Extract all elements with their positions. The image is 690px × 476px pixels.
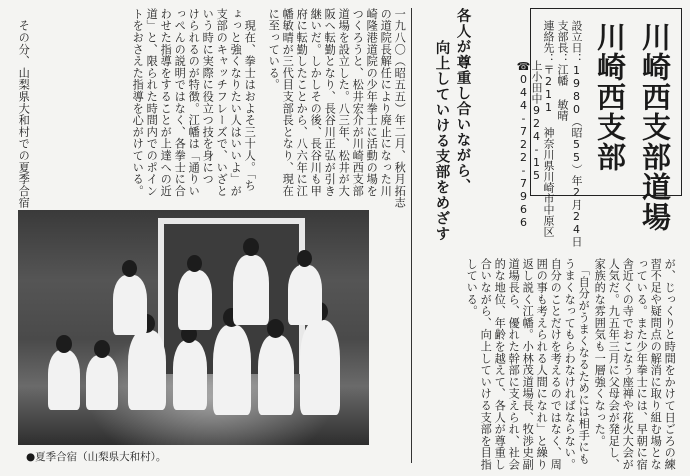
contact-address: 連絡先：〒211 神奈川県川崎市中原区 <box>542 20 555 237</box>
body-column: 習不足や疑問点の解消に取り組む場とな <box>649 258 663 471</box>
body-column: その分、山梨県大和村での夏季合宿 <box>17 8 31 209</box>
student-head <box>122 260 137 277</box>
group-photo <box>18 210 369 445</box>
body-column: 道場を設立した。八三年、松井が大 <box>337 8 351 197</box>
student-head <box>187 255 202 272</box>
body-column: 家族的な雰囲気も一層強くなった。 <box>593 258 607 447</box>
body-column: 道」と、限られた時間内でのポイン <box>145 8 159 197</box>
student-figure <box>86 355 118 410</box>
body-column: 的な地位、年齢を越えて、各人が尊重し <box>493 258 507 471</box>
student-figure <box>113 275 147 335</box>
body-column: トをおさえた指導を心がけている。 <box>131 8 145 197</box>
body-column: うまくなってもらわなければならない。 <box>563 258 577 471</box>
student-head <box>297 250 312 267</box>
branch-title: 川崎西支部道場 <box>638 22 672 232</box>
column-divider <box>411 8 412 463</box>
student-figure <box>288 265 322 325</box>
phone-number: ☎044-722-7966 <box>517 60 530 229</box>
body-column: 幡敏晴が三代目支部長となり、現在 <box>281 8 295 197</box>
student-head <box>243 238 259 256</box>
student-figure <box>258 335 294 415</box>
established-date: 設立日：1980（昭55）年2月24日 <box>570 20 583 247</box>
subtitle-line2: 向上していける支部をめざす <box>433 40 450 242</box>
body-column: 阪へ転勤となり、長谷川正弘が引き <box>323 8 337 197</box>
student-figure <box>300 320 340 415</box>
body-column: 舎近くの寺でおこなう座禅や花火大会が <box>621 258 635 471</box>
body-column: っぺんの説明ではなく、各拳士に合 <box>173 8 187 197</box>
student-figure <box>178 270 212 330</box>
body-column: 返し説く江幡。小林茂道場長、牧渉史副 <box>521 258 535 471</box>
body-column: 継いだ。しかしその後、長谷川も甲 <box>309 8 323 197</box>
body-column: いう時に実際に役立つ技を身につ <box>201 8 215 185</box>
body-column: っている。また少年拳士には、早朝に宿 <box>635 258 649 471</box>
body-column: 道場長ら、優れた幹部に支えられ、社会 <box>507 258 521 471</box>
student-figure <box>213 325 251 415</box>
body-column: の道院長解任により廃止になった川 <box>379 8 393 197</box>
body-column: 現在、拳士はおよそ三十人。「ち <box>243 8 257 192</box>
body-column: 合いながら、向上していける支部を目指 <box>479 258 493 471</box>
body-column: わせた指導をすることが上達への近 <box>159 8 173 197</box>
body-column: ょっと強くなりたい人はいいよ」が <box>229 8 243 197</box>
body-column: 崎隆港道院の少年拳士に活動の場を <box>365 8 379 197</box>
student-head <box>267 319 284 338</box>
body-column: 府に転勤したことから、八六年に江 <box>295 8 309 197</box>
student-head <box>94 340 110 358</box>
student-figure <box>233 255 269 325</box>
body-column: 一九八〇（昭五五）年二月、秋月拓志 <box>393 8 407 209</box>
body-column: 囲の事も考えられる人間になれ」と繰り <box>535 258 549 471</box>
photo-caption: ●夏季合宿（山梨県大和村）。 <box>26 451 167 463</box>
contact-address-2: 上小田中924-15 <box>530 60 543 182</box>
body-column: が、じっくりと時間をかけて日ごろの練 <box>663 258 677 471</box>
branch-title-secondary: 川崎西支部 <box>593 22 627 172</box>
body-column: 人気だ。九五年三月に父母会が発足し、 <box>607 258 621 471</box>
body-column: している。 <box>465 258 479 317</box>
student-figure <box>48 350 80 410</box>
body-column: つくろうと、松井宏介が川崎西支部 <box>351 8 365 197</box>
body-column: 自分のことだけを考えるのではなく、周 <box>549 258 563 471</box>
student-figure <box>173 340 207 410</box>
body-column: けられるのが特徴。江幡は「通りい <box>187 8 201 197</box>
student-figure <box>128 330 166 410</box>
student-head <box>56 335 72 353</box>
body-column: に至っている。 <box>267 8 281 91</box>
branch-head: 支部長：江幡 敏晴 <box>556 20 569 121</box>
body-column: 「自分がうまくなるためには相手にも <box>577 258 591 465</box>
body-column: 支部のキャッチフレーズで、いざと <box>215 8 229 197</box>
subtitle-line1: 各人が尊重し合いながら、 <box>454 8 471 194</box>
